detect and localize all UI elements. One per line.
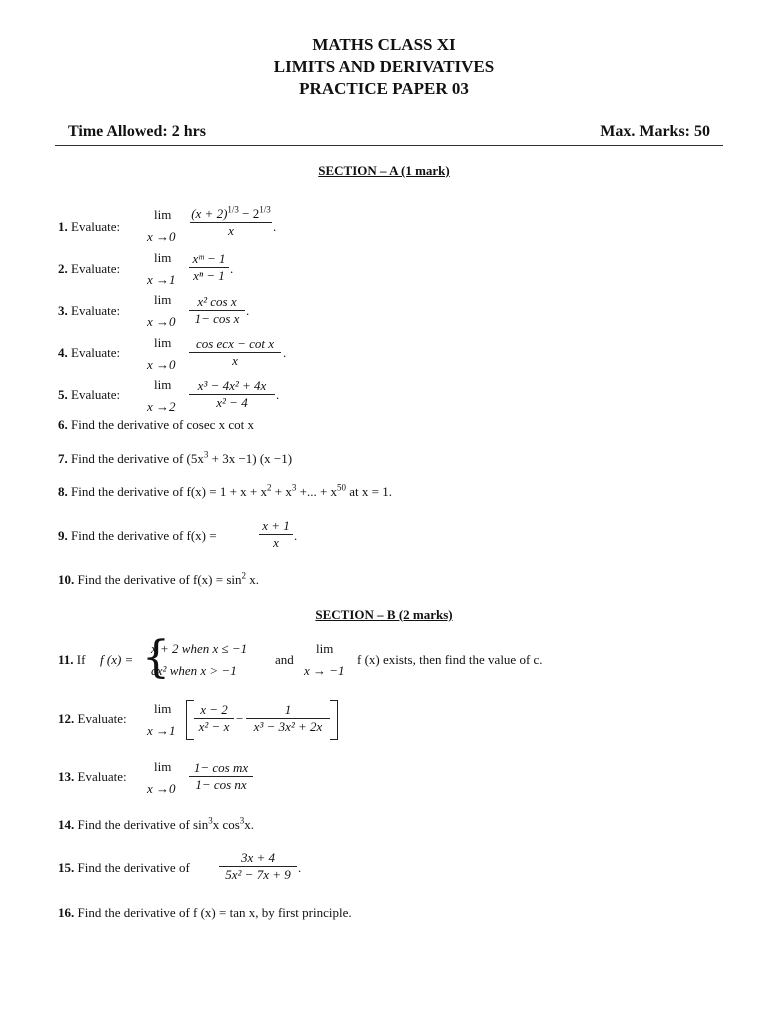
- limit-subscript: x →2: [147, 399, 176, 414]
- limit-operator: lim: [154, 377, 172, 392]
- limit-operator: lim: [154, 250, 172, 265]
- question-8: 8. Find the derivative of $f(x) = 1 + x + x^2 + x^3$ +... + $x^{50}$ at x = 1.: [58, 482, 392, 499]
- function-name: f (x) =: [100, 652, 134, 667]
- bracket-left: [186, 700, 194, 740]
- fraction: $\frac{\text{1− cos mx}}{\text{1− cos nx}}$: [189, 760, 253, 793]
- question-6: 6. Find the derivative of cosec x cot x: [58, 417, 255, 432]
- question-2: 2. Evaluate:: [58, 261, 121, 276]
- limit-subscript: x →0: [147, 781, 176, 796]
- question-10: 10. Find the derivative of $f(x) = \sin^2 x$.: [58, 570, 260, 587]
- paper-title: PRACTICE PAPER 03: [299, 79, 469, 98]
- limit-operator: lim: [154, 759, 172, 774]
- fraction: $\frac{x - 2}{\text{x² − x}}$: [194, 702, 234, 735]
- question-1: [58, 219, 120, 235]
- case-1: x + 2 when x ≤ −1: [151, 641, 248, 656]
- section-a-heading: SECTION – A (1 mark): [318, 163, 450, 178]
- question-number: 1.: [58, 219, 68, 234]
- question-7: 7. Find the derivative of $(5x^3 + 3x -1)$ (x −1): [58, 449, 293, 466]
- limit-operator: lim: [154, 701, 172, 716]
- fraction: $\frac{1}{\text{x³ − 3x² + 2x}}$: [246, 702, 330, 735]
- paper-topic: LIMITS AND DERIVATIVES: [273, 57, 495, 76]
- bracket-right: [330, 700, 338, 740]
- limit-operator: lim: [154, 207, 172, 222]
- limit-subscript: x →1: [147, 272, 176, 287]
- fraction: $\frac{x + 1}{x}$: [259, 518, 293, 551]
- limit-subscript: x →0: [147, 229, 176, 244]
- header-divider: [55, 145, 723, 146]
- brace-left: {: [142, 632, 170, 683]
- question-13: 13. Evaluate:: [58, 769, 127, 784]
- question-9: 9. Find the derivative of f(x) =: [58, 528, 217, 543]
- fraction: $\frac{3x + 4}{\text{5x² − 7x + 9}}$: [219, 850, 297, 883]
- question-11: 11. If: [58, 652, 86, 667]
- fraction: $\frac{\text{x² cos x}}{\text{1− cos x}}$: [189, 294, 245, 327]
- limit-subscript: x →1: [147, 723, 176, 738]
- limit-subscript: x → −1: [304, 663, 345, 678]
- limit-operator: lim: [154, 292, 172, 307]
- question-5: 5. Evaluate:: [58, 387, 121, 402]
- question-3: 3. Evaluate:: [58, 303, 121, 318]
- limit-operator: lim: [154, 335, 172, 350]
- fraction: $\frac{(x + 2)^{1/3} - 2^{1/3}}{x}$: [191, 204, 271, 238]
- question-16: 16. Find the derivative of f (x) = tan x, by first principle.: [58, 905, 352, 920]
- time-allowed: Time Allowed: 2 hrs: [68, 123, 206, 140]
- fraction: $\frac{\text{xᵐ − 1}}{\text{xⁿ − 1}}$: [189, 251, 229, 284]
- exam-page: MATHS CLASS XI LIMITS AND DERIVATIVES PRACTICE PAPER 03 Time Allowed: 2 hrs Max. Marks: 50 SECTION – A (1 mark) 1. Evaluate: lim x →0 $\frac{(x + 2)^{1/3} - 2^{1/3}}{x}$ . 2. Evaluate: lim x →1 $\frac{\text{xᵐ − 1}}{\text{xⁿ − 1}}$ . 3. Evaluate: lim x →0 $\frac{\text{x² cos x}}{\text{1− cos x}}$ . 4. Evaluate: lim x →0 cos ecx − cot x x . 5. Evaluate: lim x →2 $\frac{\text{x³ − 4x² + 4x}}{\text{x² − 4}}$ . 6. Find the derivative of cosec x cot x 7. Find the derivative of $(5x^3 + 3x -1)$ (x −1) 8. Find the derivative of $f(x) = 1 + x + x^2 + x^3$ +... + $x^{50}$ at x = 1. 9. Find the derivative of f(x) = $\frac{x + 1}{x}$ . 10. Find the derivative of $f(x) = \sin^2 x$. SECTION – B (2 marks) 11. If f (x) = { x + 2 when x ≤ −1 cx² when x > −1 and lim x → −1 f (x) exists, then find the value of c. 12. Evaluate: lim x →1 $\frac{x - 2}{\text{x² − x}}$ − $\frac{1}{\text{x³ − 3x² + 2x}}$ 13. Evaluate: lim x →0 $\frac{\text{1− cos mx}}{\text{1− cos nx}}$ 14. Find the derivative of $\sin^3x$ $\cos^3x$. 15. Find the derivative of $\frac{3x + 4}{\text{5x² − 7x + 9}}$ . 16. Find the derivative of f (x) = tan x, by first principle.: [0, 0, 768, 1024]
- question-11-tail: f (x) exists, then find the value of c.: [357, 652, 543, 667]
- question-14: 14. Find the derivative of $\sin^3x$ $\cos^3x$.: [58, 815, 255, 832]
- section-b-heading: SECTION – B (2 marks): [315, 607, 453, 622]
- limit-operator: lim: [316, 641, 334, 656]
- question-4: 4. Evaluate:: [58, 345, 121, 360]
- fraction: cos ecx − cot x x: [189, 336, 281, 369]
- limit-subscript: x →0: [147, 314, 176, 329]
- question-12: 12. Evaluate:: [58, 711, 127, 726]
- and-word: and: [275, 652, 294, 667]
- case-2: cx² when x > −1: [151, 663, 237, 678]
- question-label: Evaluate:: [71, 219, 121, 234]
- paper-subject: MATHS CLASS XI: [312, 35, 456, 54]
- limit-subscript: x →0: [147, 357, 176, 372]
- max-marks: Max. Marks: 50: [600, 123, 710, 140]
- fraction: $\frac{\text{x³ − 4x² + 4x}}{\text{x² − 4}}$: [189, 378, 275, 411]
- question-15: 15. Find the derivative of: [58, 860, 190, 875]
